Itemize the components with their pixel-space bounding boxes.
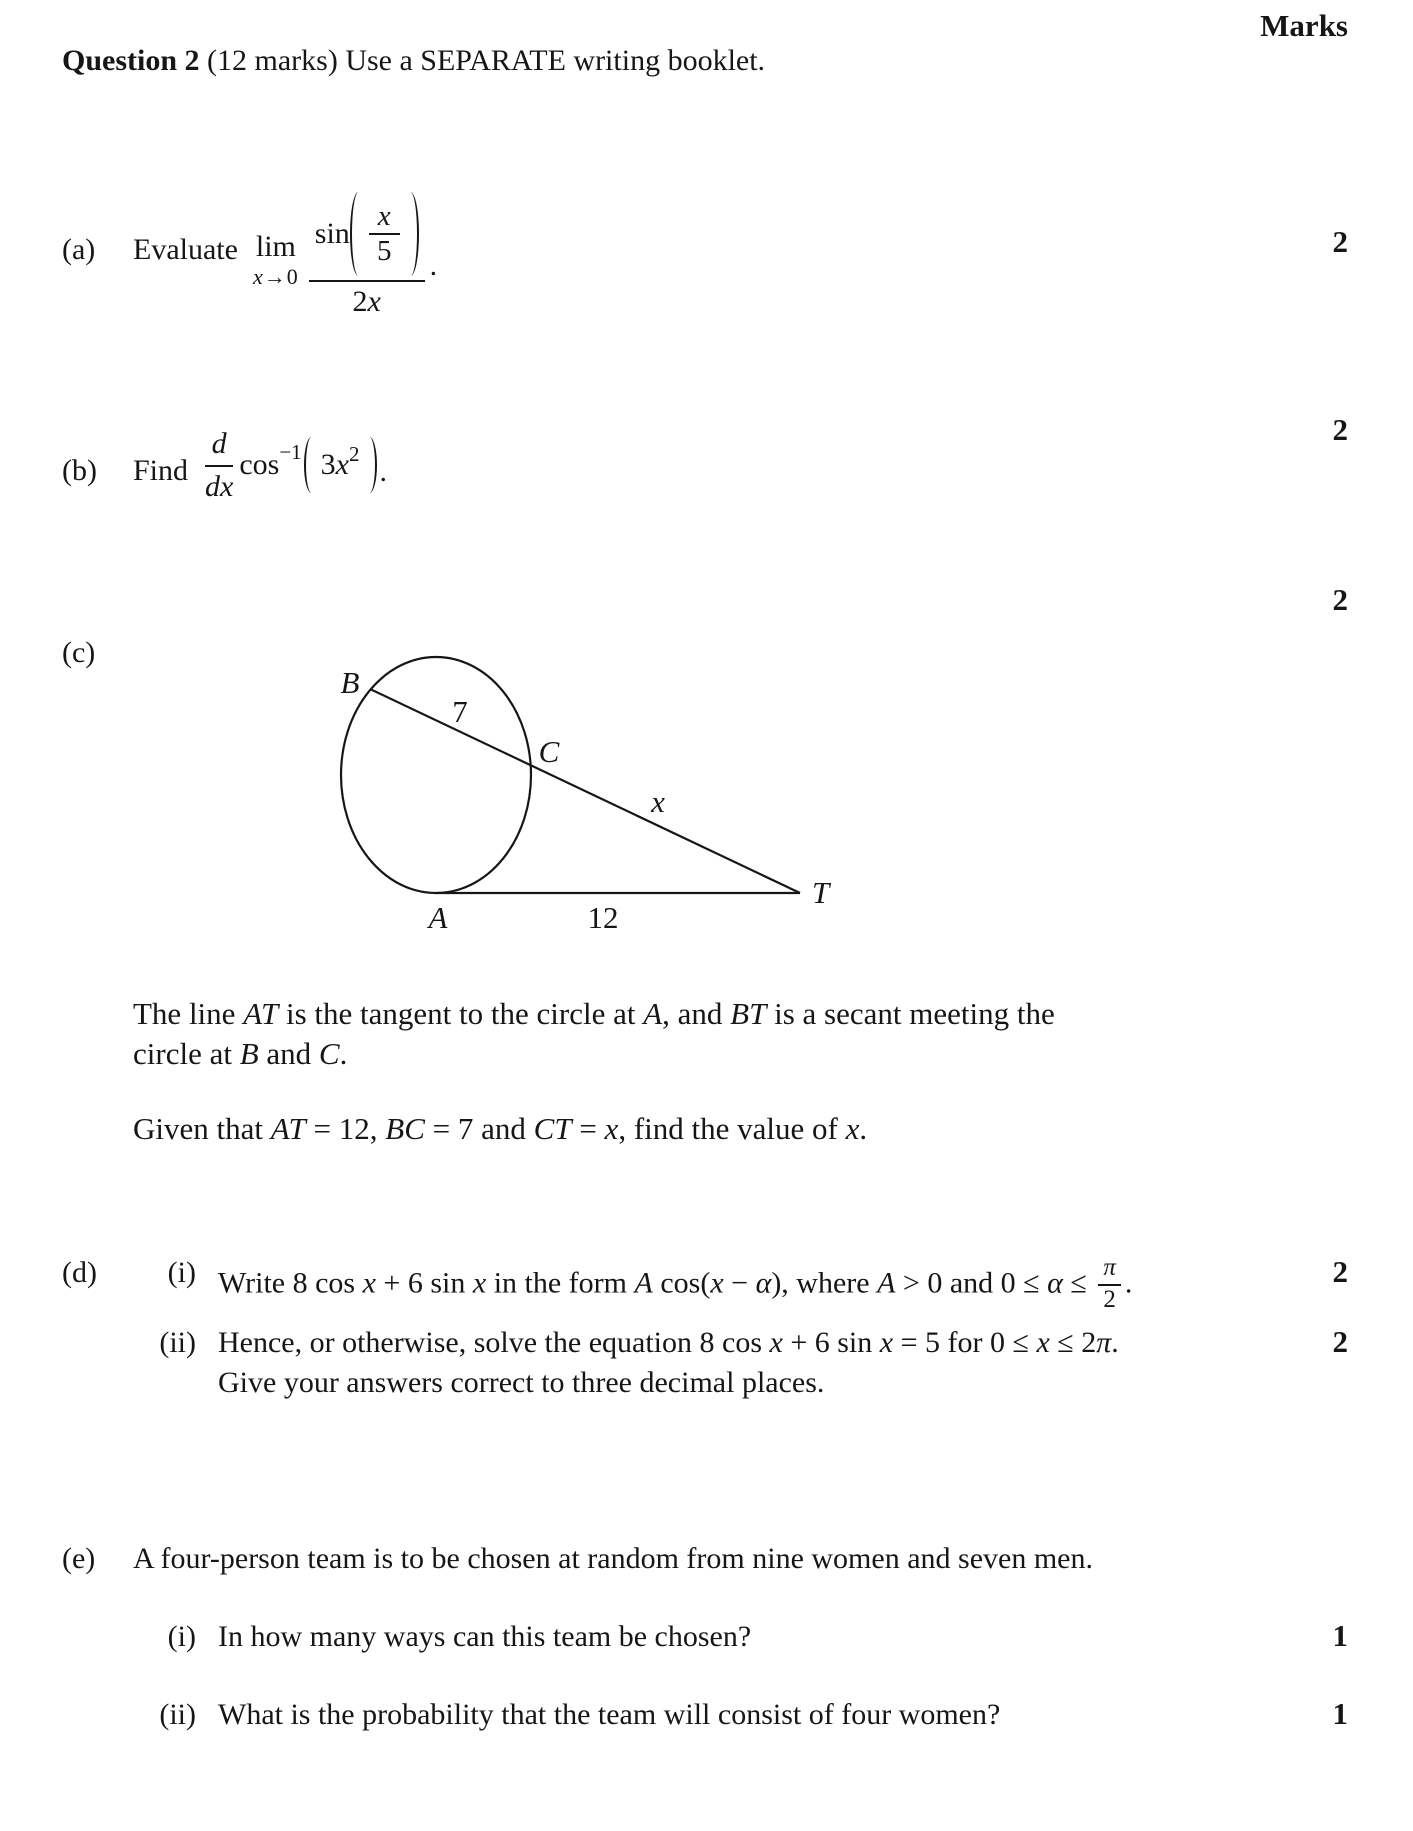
pi-symbol: π bbox=[1098, 1254, 1121, 1286]
math-run: BC bbox=[385, 1111, 425, 1146]
math-run: x bbox=[1036, 1326, 1050, 1359]
square-superscript: 2 bbox=[349, 442, 360, 466]
inner-numerator: x bbox=[369, 201, 400, 235]
text-run: + 6 sin bbox=[375, 1266, 473, 1300]
part-b-formula bbox=[205, 395, 387, 535]
text-run: and bbox=[258, 1036, 319, 1071]
math-run: x bbox=[845, 1111, 860, 1146]
math-run: AT bbox=[270, 1111, 306, 1146]
part-c-mark: 2 bbox=[1332, 582, 1348, 617]
lim-subscript bbox=[253, 266, 299, 288]
text-run: in the form bbox=[486, 1266, 635, 1300]
text-run: . bbox=[1111, 1326, 1119, 1359]
inverse-superscript: −1 bbox=[279, 439, 302, 464]
math-run: α bbox=[755, 1266, 772, 1300]
point-label-A: A bbox=[428, 900, 448, 935]
argument-coefficient: 3 bbox=[320, 448, 336, 481]
text-run: Write 8 cos bbox=[218, 1266, 363, 1300]
fraction-denominator bbox=[353, 282, 381, 319]
part-e-i-text: In how many ways can this team be chosen? bbox=[218, 1620, 752, 1653]
part-a-label: (a) bbox=[62, 233, 96, 266]
lim-sub-arrow-zero: →0 bbox=[263, 264, 299, 289]
part-a-verb: Evaluate bbox=[133, 233, 238, 266]
math-run: B bbox=[239, 1036, 259, 1071]
part-d-ii-label: (ii) bbox=[159, 1326, 196, 1359]
part-b-mark: 2 bbox=[1332, 412, 1348, 447]
part-d-i-label: (i) bbox=[167, 1256, 196, 1289]
inner-fraction bbox=[369, 201, 400, 267]
text-run: = 12, bbox=[305, 1111, 386, 1146]
derivative-fraction bbox=[205, 427, 233, 504]
math-run: α bbox=[1047, 1266, 1063, 1300]
part-d-label: (d) bbox=[62, 1256, 97, 1289]
math-run: x bbox=[362, 1266, 376, 1300]
math-run: AT bbox=[243, 996, 279, 1031]
right-paren-icon bbox=[362, 437, 377, 493]
part-e-ii-label: (ii) bbox=[159, 1698, 196, 1731]
text-run: , find the value of bbox=[618, 1111, 846, 1146]
cos-word: cos bbox=[239, 448, 280, 481]
text-run: Given that bbox=[133, 1111, 271, 1146]
question-title bbox=[62, 44, 765, 78]
sin-word: sin bbox=[314, 216, 350, 250]
fraction-denominator: 2 bbox=[1103, 1285, 1116, 1313]
sentence-period: . bbox=[379, 455, 387, 488]
lim-sub-variable: x bbox=[253, 264, 264, 289]
part-e-ii-mark: 1 bbox=[1332, 1696, 1348, 1731]
part-d-i-mark: 2 bbox=[1332, 1254, 1348, 1289]
limit-operator bbox=[253, 232, 299, 288]
description-line-1 bbox=[133, 994, 1055, 1034]
circle-tangent-secant-diagram bbox=[300, 640, 860, 940]
left-paren-icon bbox=[350, 192, 367, 276]
part-d-ii-mark: 2 bbox=[1332, 1324, 1348, 1359]
argument-variable: x bbox=[335, 448, 349, 481]
point-label-B: B bbox=[340, 665, 360, 700]
main-fraction bbox=[309, 192, 425, 319]
circle-shape bbox=[341, 657, 531, 893]
part-e-intro: A four-person team is to be chosen at random from nine women and seven men. bbox=[133, 1542, 1093, 1575]
lim-word: lim bbox=[255, 230, 296, 263]
text-run: + 6 sin bbox=[782, 1326, 880, 1359]
left-paren-icon bbox=[304, 437, 319, 493]
fraction-numerator bbox=[309, 192, 425, 280]
denominator-variable: x bbox=[367, 284, 381, 318]
text-run: ≤ 2 bbox=[1049, 1326, 1097, 1359]
inner-denominator: 5 bbox=[376, 235, 392, 267]
part-a-mark: 2 bbox=[1332, 224, 1348, 259]
part-e-label: (e) bbox=[62, 1542, 96, 1575]
part-d-ii-text-line2: Give your answers correct to three decimal places. bbox=[218, 1366, 825, 1399]
math-run: CT bbox=[533, 1111, 572, 1146]
text-run: . bbox=[859, 1111, 868, 1146]
sentence-period: . bbox=[429, 249, 438, 282]
math-run: x bbox=[604, 1111, 619, 1146]
point-label-C: C bbox=[538, 734, 560, 769]
text-run: = 5 for 0 ≤ bbox=[893, 1326, 1037, 1359]
text-run: The line bbox=[133, 996, 244, 1031]
part-e-ii-text: What is the probability that the team will consist of four women? bbox=[218, 1698, 1001, 1731]
part-e-i-mark: 1 bbox=[1332, 1618, 1348, 1653]
point-label-T: T bbox=[812, 875, 830, 910]
math-run: BT bbox=[730, 996, 767, 1031]
part-e-i-label: (i) bbox=[167, 1620, 196, 1653]
right-paren-icon bbox=[402, 192, 419, 276]
text-run: , and bbox=[662, 996, 731, 1031]
denominator-coefficient: 2 bbox=[352, 284, 368, 318]
description-line-2 bbox=[133, 1034, 1055, 1074]
derivative-denominator: dx bbox=[205, 469, 234, 503]
text-run: . bbox=[339, 1036, 348, 1071]
part-c-label: (c) bbox=[62, 636, 96, 669]
math-run: A bbox=[643, 996, 663, 1031]
part-b-verb: Find bbox=[133, 454, 189, 487]
math-run: C bbox=[318, 1036, 340, 1071]
part-c-description bbox=[133, 994, 1055, 1074]
math-run: A bbox=[877, 1266, 896, 1300]
text-run: > 0 and 0 ≤ bbox=[895, 1266, 1048, 1300]
text-run: ), where bbox=[771, 1266, 878, 1300]
math-run: x bbox=[472, 1266, 487, 1300]
text-run: − bbox=[723, 1266, 756, 1300]
text-run: = 7 and bbox=[424, 1111, 534, 1146]
sentence-period: . bbox=[1124, 1266, 1133, 1300]
text-run: is a secant meeting the bbox=[766, 996, 1055, 1031]
text-run: Hence, or otherwise, solve the equation 8 cos bbox=[218, 1326, 770, 1359]
part-c-question bbox=[133, 1109, 867, 1149]
math-run: x bbox=[710, 1266, 724, 1300]
length-label-7: 7 bbox=[452, 694, 468, 729]
length-label-12: 12 bbox=[587, 900, 619, 935]
question-number: Question 2 bbox=[62, 44, 200, 77]
text-run: cos( bbox=[652, 1266, 711, 1300]
part-b-label: (b) bbox=[62, 454, 97, 487]
part-d-ii-text-line1 bbox=[218, 1326, 1119, 1360]
marks-column-header: Marks bbox=[1260, 8, 1348, 43]
pi-over-2-fraction bbox=[1098, 1254, 1121, 1313]
math-run: π bbox=[1096, 1326, 1112, 1359]
secant-line-BT bbox=[370, 689, 800, 893]
text-run: circle at bbox=[133, 1036, 240, 1071]
length-label-x: x bbox=[651, 784, 665, 819]
derivative-numerator: d bbox=[211, 426, 227, 460]
question-instructions: (12 marks) Use a SEPARATE writing booklet. bbox=[199, 44, 766, 77]
math-run: A bbox=[634, 1266, 653, 1300]
math-run: x bbox=[879, 1326, 894, 1359]
math-run: x bbox=[769, 1326, 783, 1359]
argument bbox=[320, 442, 360, 482]
part-a-formula bbox=[253, 150, 437, 360]
text-run: is the tangent to the circle at bbox=[278, 996, 644, 1031]
part-d-i-text bbox=[218, 1256, 1132, 1315]
text-run: ≤ bbox=[1062, 1266, 1095, 1300]
text-run: = bbox=[571, 1111, 605, 1146]
